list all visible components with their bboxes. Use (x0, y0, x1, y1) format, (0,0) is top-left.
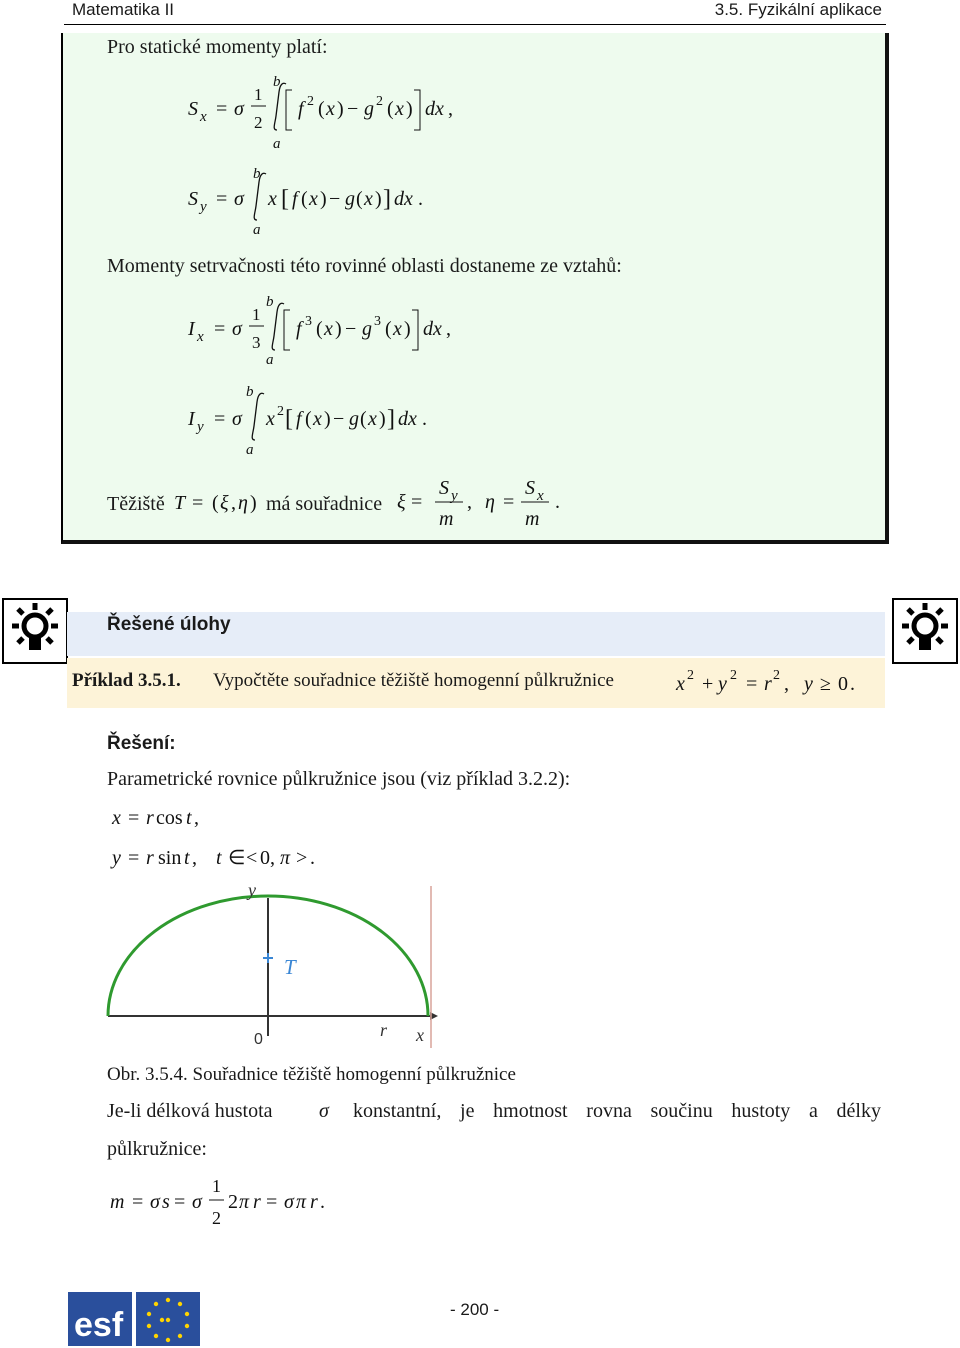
formula-semicircle (672, 660, 872, 700)
esf-logo (68, 1292, 202, 1346)
svg-text:2: 2 (212, 1208, 221, 1228)
svg-text:a: a (266, 352, 274, 368)
svg-text:3: 3 (374, 314, 381, 329)
svg-text:=: = (214, 408, 226, 430)
svg-text:y: y (804, 673, 813, 695)
centroid-coords-text: má souřadnice (266, 493, 383, 515)
svg-text:g: g (349, 408, 359, 430)
solution-heading: Řešení: (107, 733, 176, 754)
svg-text:,: , (784, 673, 789, 695)
formula-sx (180, 70, 500, 155)
x-axis-label: x (416, 1025, 424, 1045)
formula-ix (180, 290, 500, 370)
svg-text:π: π (296, 1191, 307, 1213)
svg-text:]: ] (387, 406, 395, 432)
svg-text:): ) (337, 98, 344, 120)
svg-text:r: r (764, 673, 772, 695)
centroid-word: Těžiště (107, 493, 165, 515)
formula-parametric (108, 800, 348, 880)
svg-text:,: , (192, 847, 197, 869)
svg-text:(: ( (387, 98, 394, 120)
svg-text:−: − (333, 408, 345, 430)
svg-text:π: π (239, 1191, 250, 1213)
svg-text:x: x (676, 673, 685, 695)
svg-text:2: 2 (376, 94, 383, 109)
parametric-intro: Parametrické rovnice půlkružnice jsou (viz příklad 3.2.2): (107, 768, 571, 790)
svg-text:,: , (467, 491, 472, 513)
y-axis-label: y (248, 880, 256, 900)
page-number: - 200 - (450, 1300, 500, 1319)
svg-text:σ: σ (232, 318, 242, 340)
svg-text:ξ: ξ (397, 491, 406, 513)
svg-text:[: [ (281, 186, 289, 212)
svg-text:(: ( (360, 408, 367, 430)
svg-text:σ: σ (192, 1191, 202, 1213)
svg-text:x: x (197, 329, 204, 345)
svg-text:2: 2 (687, 668, 694, 683)
svg-text:=: = (216, 188, 228, 210)
svg-text:(: ( (301, 188, 308, 210)
moments-of-inertia-intro: Momenty setrvačnosti této rovinné oblasti dostaneme ze vztahů: (107, 255, 622, 277)
svg-text:a: a (273, 136, 281, 152)
svg-text:sin: sin (158, 847, 182, 869)
svg-text:y: y (451, 488, 458, 504)
svg-text:T: T (174, 492, 186, 514)
svg-text:r: r (253, 1191, 261, 1213)
svg-text:,: , (448, 98, 453, 120)
svg-text:): ) (320, 188, 327, 210)
svg-text:g: g (345, 188, 355, 210)
svg-text:a: a (246, 442, 254, 458)
svg-text:x: x (200, 109, 207, 125)
svg-text:1: 1 (254, 85, 263, 104)
svg-text:t: t (186, 807, 192, 829)
svg-text:=: = (411, 491, 423, 513)
svg-text:dx: dx (423, 318, 442, 340)
svg-text:x: x (537, 488, 544, 504)
svg-text:,: , (194, 807, 199, 829)
svg-text:ξ: ξ (220, 492, 229, 514)
svg-text:x: x (313, 408, 322, 430)
svg-text:t: t (184, 847, 190, 869)
svg-text:x: x (268, 188, 277, 210)
svg-text:2: 2 (773, 668, 780, 683)
header-divider (64, 24, 886, 25)
svg-text:−: − (329, 188, 341, 210)
svg-text:b: b (266, 294, 274, 310)
r-label: r (380, 1020, 388, 1040)
svg-text:x: x (326, 98, 335, 120)
svg-text:=: = (503, 491, 515, 513)
svg-text:σ: σ (284, 1191, 294, 1213)
svg-text:r: r (310, 1191, 318, 1213)
sigma-symbol: σ (319, 1100, 329, 1122)
svg-text:=: = (746, 673, 758, 695)
svg-text:r: r (146, 847, 154, 869)
svg-text:b: b (273, 74, 281, 90)
svg-text:y: y (112, 847, 121, 869)
svg-text:f: f (296, 408, 302, 430)
svg-text:=: = (266, 1191, 278, 1213)
svg-text:η: η (238, 492, 248, 514)
svg-text:x: x (364, 188, 373, 210)
svg-text:dx: dx (398, 408, 417, 430)
static-moments-intro: Pro statické momenty platí: (107, 36, 328, 58)
svg-text:S: S (525, 477, 535, 499)
svg-text:cos: cos (156, 807, 183, 829)
svg-text:.: . (418, 188, 423, 210)
svg-text:f: f (298, 98, 304, 120)
svg-text:,: , (231, 492, 236, 514)
svg-text:s: s (162, 1191, 170, 1213)
svg-text:(: ( (316, 318, 323, 340)
svg-text:g: g (362, 318, 372, 340)
svg-text:π: π (280, 847, 291, 869)
svg-text:x: x (112, 807, 121, 829)
svg-text:): ) (250, 492, 257, 514)
svg-text:=: = (132, 1191, 144, 1213)
esf-logo-text: esf (74, 1306, 124, 1344)
svg-text:=: = (128, 847, 140, 869)
svg-text:I: I (188, 318, 195, 340)
svg-text:g: g (364, 98, 374, 120)
svg-text:b: b (253, 166, 261, 182)
example-label: Příklad 3.5.1. (72, 670, 181, 691)
svg-text:b: b (246, 384, 254, 400)
svg-text:,: , (446, 318, 451, 340)
svg-text:>: > (296, 847, 308, 869)
svg-text:2: 2 (307, 94, 314, 109)
svg-text:y: y (718, 673, 727, 695)
example-text: Vypočtěte souřadnice těžiště homogenní půlkružnice (213, 670, 614, 691)
svg-text:r: r (146, 807, 154, 829)
lightbulb-icon-right (892, 598, 958, 664)
centroid-label: T (284, 955, 296, 979)
svg-text:3: 3 (252, 333, 261, 352)
svg-text:σ: σ (150, 1191, 160, 1213)
svg-text:∈: ∈ (228, 847, 246, 869)
svg-text:m: m (439, 508, 454, 530)
svg-text:−: − (345, 318, 357, 340)
svg-text:y: y (197, 419, 204, 435)
svg-text:y: y (200, 199, 207, 215)
svg-text:+: + (702, 673, 714, 695)
svg-text:2: 2 (254, 113, 263, 132)
svg-text:2: 2 (730, 668, 737, 683)
svg-text:x: x (393, 318, 402, 340)
svg-text:.: . (555, 491, 560, 513)
svg-text:.: . (320, 1191, 325, 1213)
lightbulb-icon (2, 598, 68, 664)
centroid-marker (263, 953, 273, 963)
svg-text:η: η (485, 491, 495, 513)
formula-sy (180, 160, 500, 245)
svg-text:S: S (188, 188, 198, 210)
svg-text:2: 2 (228, 1191, 238, 1213)
svg-text:=: = (174, 1191, 186, 1213)
svg-text:1: 1 (252, 305, 261, 324)
svg-text:(: ( (305, 408, 312, 430)
svg-text:x: x (309, 188, 318, 210)
svg-text:<: < (246, 847, 258, 869)
svg-text:m: m (110, 1191, 125, 1213)
formula-centroid-coords (395, 470, 585, 535)
svg-text:σ: σ (234, 98, 244, 120)
svg-text:0,: 0, (260, 847, 275, 869)
svg-text:): ) (335, 318, 342, 340)
svg-text:x: x (266, 408, 275, 430)
section-title: Řešené úlohy (107, 614, 231, 635)
svg-text:x: x (324, 318, 333, 340)
density-text-1: Je-li délková hustota (107, 1100, 273, 1122)
svg-text:): ) (375, 188, 382, 210)
svg-text:): ) (379, 408, 386, 430)
header-section-title: 3.5. Fyzikální aplikace (714, 0, 882, 19)
svg-text:x: x (395, 98, 404, 120)
svg-text:dx: dx (394, 188, 413, 210)
semicircle-figure (100, 876, 440, 1048)
svg-text:2: 2 (277, 404, 284, 419)
svg-text:(: ( (318, 98, 325, 120)
figure-caption: Obr. 3.5.4. Souřadnice těžiště homogenní půlkružnice (107, 1064, 516, 1085)
formula-mass (108, 1168, 368, 1238)
svg-text:=: = (214, 318, 226, 340)
svg-text:0: 0 (838, 673, 848, 695)
svg-text:σ: σ (234, 188, 244, 210)
density-text-3: půlkružnice: (107, 1138, 207, 1160)
svg-text:): ) (406, 98, 413, 120)
svg-text:I: I (188, 408, 195, 430)
svg-text:.: . (422, 408, 427, 430)
svg-text:=: = (128, 807, 140, 829)
svg-text:1: 1 (212, 1176, 221, 1196)
svg-text:t: t (216, 847, 222, 869)
svg-text:a: a (253, 222, 261, 238)
svg-text:f: f (296, 318, 302, 340)
svg-text:m: m (525, 508, 540, 530)
svg-text:(: ( (385, 318, 392, 340)
svg-text:dx: dx (425, 98, 444, 120)
svg-text:≥: ≥ (820, 673, 831, 695)
svg-text:3: 3 (305, 314, 312, 329)
density-text-2: konstantní, je hmotnost rovna součinu hustoty a délky (353, 1100, 881, 1122)
svg-text:=: = (216, 98, 228, 120)
svg-text:x: x (368, 408, 377, 430)
formula-iy (180, 380, 500, 460)
svg-text:): ) (324, 408, 331, 430)
svg-text:=: = (192, 492, 204, 514)
svg-text:(: ( (356, 188, 363, 210)
header-course-title: Matematika II (72, 0, 175, 19)
svg-text:σ: σ (232, 408, 242, 430)
svg-text:): ) (404, 318, 411, 340)
svg-text:.: . (310, 847, 315, 869)
svg-text:.: . (850, 673, 855, 695)
origin-label: 0 (254, 1031, 263, 1048)
svg-text:−: − (347, 98, 359, 120)
svg-text:S: S (439, 477, 449, 499)
svg-text:f: f (292, 188, 298, 210)
svg-text:S: S (188, 98, 198, 120)
svg-text:]: ] (383, 186, 391, 212)
svg-text:(: ( (212, 492, 219, 514)
svg-text:[: [ (285, 406, 293, 432)
